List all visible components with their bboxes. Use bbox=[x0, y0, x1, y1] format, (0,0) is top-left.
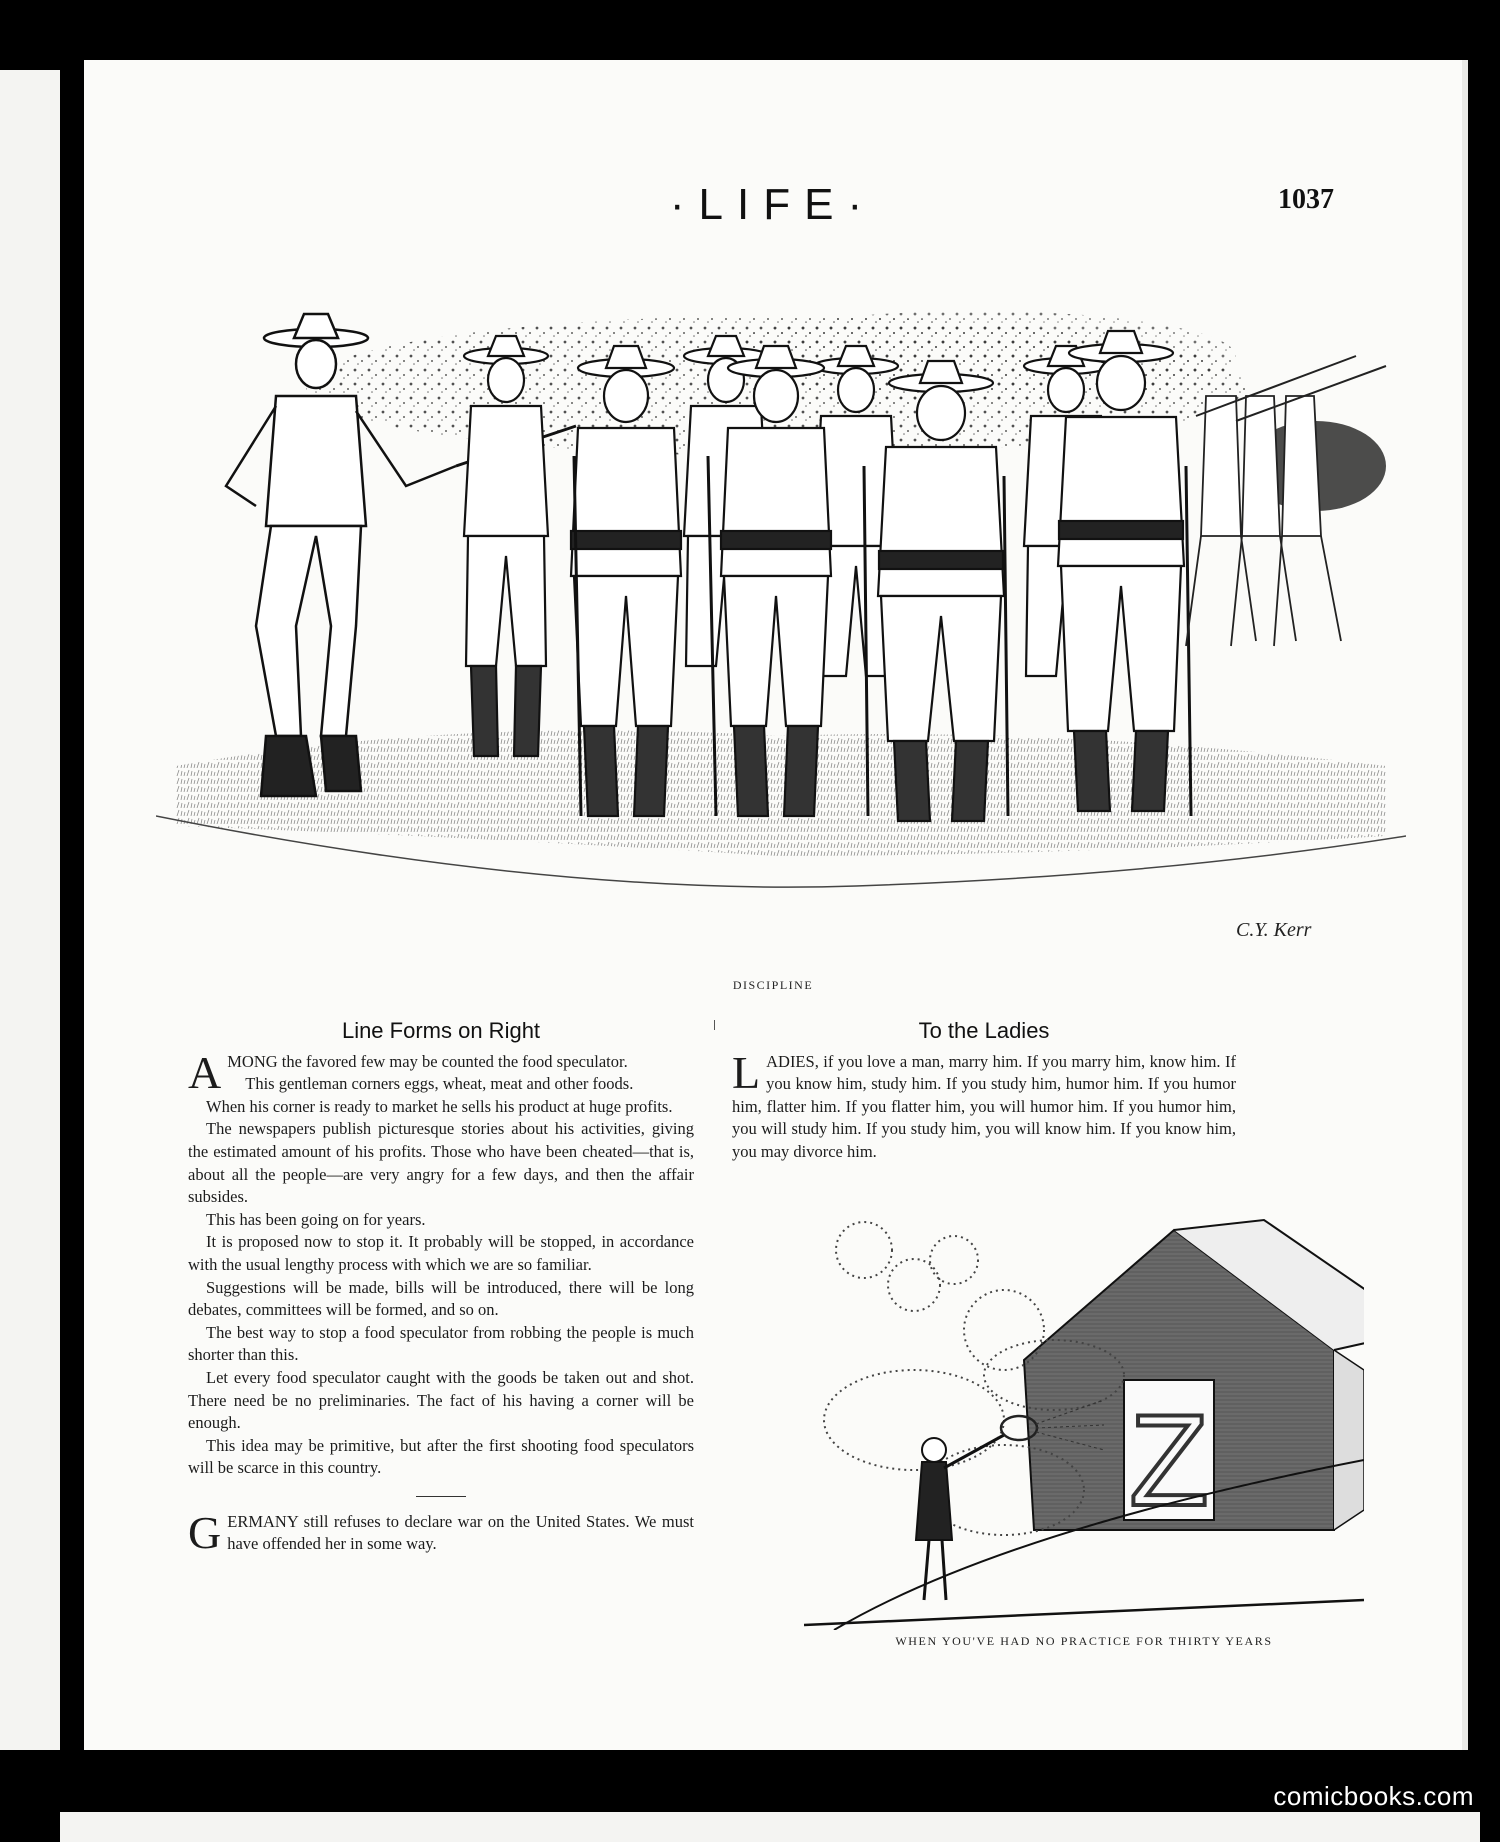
article-paragraph: The best way to stop a food speculator from robbing the people is much shorter than this. bbox=[188, 1322, 694, 1365]
article-paragraph: This gentleman corners eggs, wheat, meat and other foods. bbox=[245, 1074, 634, 1094]
article-paragraph: This idea may be primitive, but after the first shooting food speculators will be scarce in this country. bbox=[188, 1435, 694, 1478]
column-rule bbox=[714, 1020, 715, 1030]
next-page-edge bbox=[60, 1812, 1480, 1842]
dropcap: L bbox=[732, 1046, 761, 1098]
article-paragraph: AMONG the favored few may be counted the food speculator. bbox=[188, 1046, 628, 1098]
illustration-caption: DISCIPLINE bbox=[732, 978, 814, 992]
shooter-figure bbox=[916, 1416, 1037, 1600]
section-divider bbox=[416, 1496, 466, 1497]
page-right-edge bbox=[1462, 60, 1468, 1750]
cartoon-caption: WHEN YOU'VE HAD NO PRACTICE FOR THIRTY YEARS bbox=[895, 1634, 1273, 1648]
article-paragraph: The newspapers publish picturesque stories about his activities, giving the estimated amount of his profits. Those who have been cheated—that is, about all the people—are very angry for a few days, and then the affair subsides. bbox=[188, 1119, 694, 1207]
discipline-illustration bbox=[156, 296, 1406, 956]
watermark: comicbooks.com bbox=[1273, 1781, 1474, 1811]
article-paragraph: LADIES, if you love a man, marry him. If you marry him, know him. If you know him, study him. If you study him, humor him. If you humor him, flatter him. If you flatter him, you will humor him. If you humor him, you will study him. If you study him, you will know him. If you know him, you may divorce him. bbox=[732, 1046, 1236, 1161]
article-paragraph: When his corner is ready to market he sells his product at huge profits. bbox=[206, 1096, 673, 1116]
door-z-brace: Z bbox=[1129, 1387, 1209, 1533]
article-title: To the Ladies bbox=[918, 1018, 1050, 1043]
article-line-forms-on-right bbox=[188, 1020, 694, 1556]
article-paragraph: This has been going on for years. bbox=[206, 1209, 426, 1229]
barn-cartoon bbox=[804, 1210, 1364, 1630]
masthead-title: ·LIFE· bbox=[669, 180, 877, 229]
germany-note: GERMANY still refuses to declare war on the United States. We must have offended her in some way. bbox=[188, 1506, 694, 1558]
article-paragraph: It is proposed now to stop it. It probably will be stopped, in accordance with the usual lengthy process with which we are so familiar. bbox=[188, 1232, 694, 1274]
article-title: Line Forms on Right bbox=[341, 1018, 541, 1043]
dropcap: G bbox=[188, 1506, 222, 1558]
dropcap: A bbox=[188, 1046, 222, 1098]
article-paragraph: Let every food speculator caught with the goods be taken out and shot. There need be no preliminaries. The fact of his having a corner will be enough. bbox=[188, 1367, 694, 1433]
artist-signature: C.Y. Kerr bbox=[1236, 919, 1312, 941]
previous-page-edge bbox=[0, 70, 60, 1750]
article-to-the-ladies bbox=[732, 1020, 1236, 1164]
page-number: 1037 bbox=[1278, 184, 1334, 215]
article-paragraph: Suggestions will be made, bills will be introduced, there will be long debates, committees will be formed, and so on. bbox=[188, 1277, 694, 1320]
magazine-page bbox=[84, 60, 1462, 1750]
